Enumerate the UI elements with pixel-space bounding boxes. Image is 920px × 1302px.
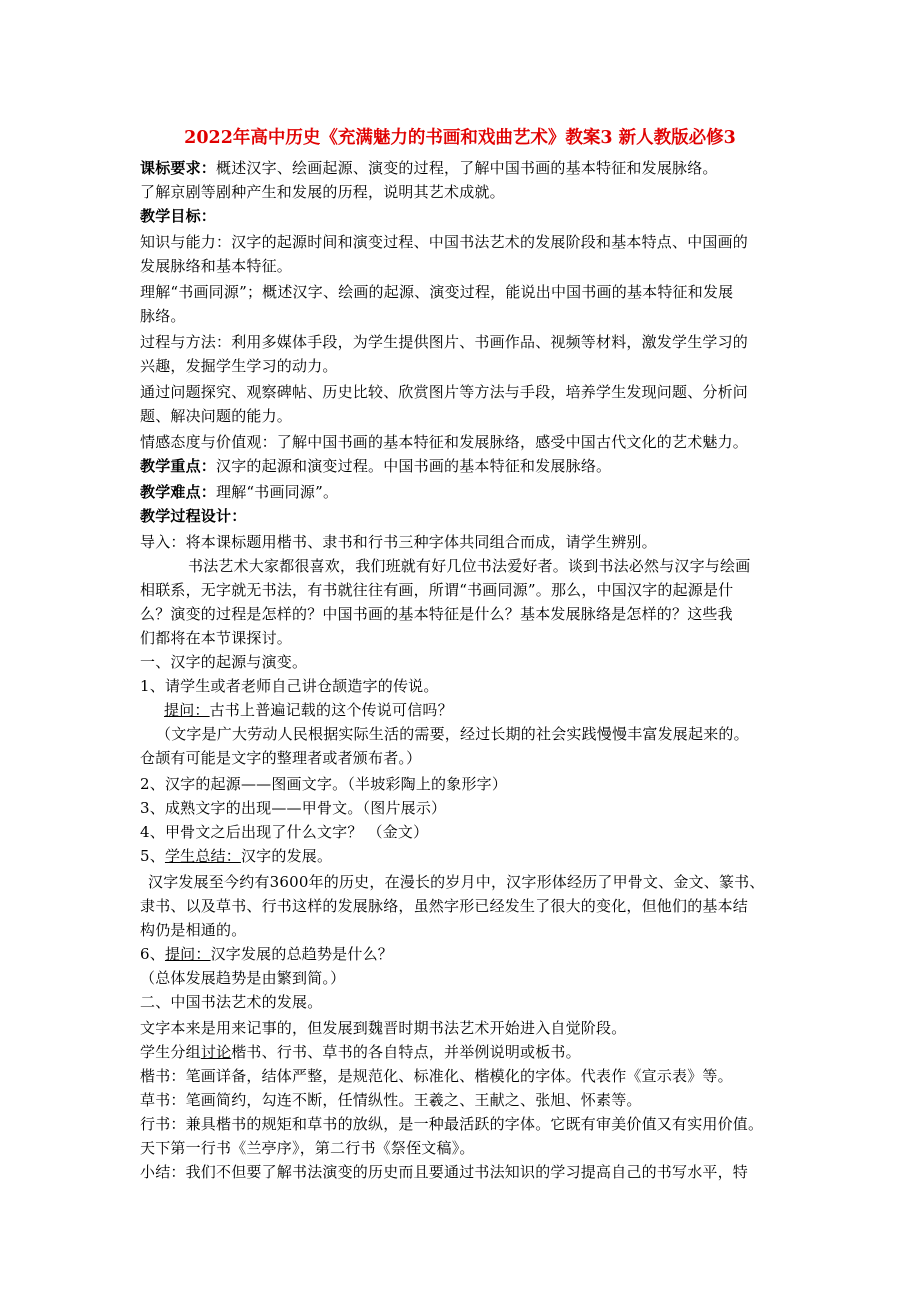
text-line: [140, 846, 332, 866]
text-line: [140, 628, 292, 648]
text-line: [140, 456, 611, 476]
text-line: [140, 992, 322, 1012]
line-text: 们都将在本节课探讨。: [140, 629, 293, 647]
line-text: 情感态度与价值观：了解中国书画的基本特征和发展脉络，感受中国古代文化的艺术魅力。: [140, 433, 749, 451]
line-prefix: 6、: [140, 945, 165, 963]
text-line: [140, 332, 748, 352]
text-line: [140, 798, 446, 818]
text-line: [140, 896, 748, 916]
text-line: [140, 432, 748, 452]
line-text: 理解“书画同源”；概述汉字、绘画的起源、演变过程，能说出中国书画的基本特征和发展: [140, 283, 734, 301]
line-text: 文字本来是用来记事的，但发展到魏晋时期书法艺术开始进入自觉阶段。: [140, 1019, 627, 1037]
line-text: 隶书、以及草书、行书这样的发展脉络，虽然字形已经发生了很大的变化，但他们的基本结: [140, 897, 749, 915]
line-prefix: 学生分组: [140, 1043, 201, 1061]
text-line: [140, 282, 733, 302]
text-line: [140, 206, 216, 226]
text-line: [148, 872, 765, 892]
line-text: 么？演变的过程是怎样的？中国书画的基本特征是什么？基本发展脉络是怎样的？这些我: [140, 605, 733, 623]
text-line: [140, 920, 246, 940]
text-line: [140, 232, 748, 252]
text-line: [140, 1042, 581, 1062]
underlined-label: 提问：: [164, 945, 211, 963]
line-text: 一、汉字的起源与演变。: [140, 653, 308, 671]
text-line: [140, 652, 307, 672]
text-line: [140, 182, 505, 202]
text-line: [140, 532, 657, 552]
underlined-label: 提问：: [164, 701, 210, 719]
line-text: 2、汉字的起源——图画文字。（半坡彩陶上的象形字）: [140, 775, 508, 793]
document-title: 2022年高中历史《充满魅力的书画和戏曲艺术》教案3 新人教版必修3: [184, 128, 736, 148]
line-text: 汉字的起源和演变过程。中国书画的基本特征和发展脉络。: [216, 457, 612, 475]
text-line: [140, 1114, 763, 1134]
bold-label: 教学过程设计：: [140, 507, 247, 525]
line-text: 4、甲骨文之后出现了什么文字？ （金文）: [140, 823, 429, 841]
underlined-label: 学生总结：: [164, 847, 241, 865]
line-text: 1、请学生或者老师自己讲仓颉造字的传说。: [140, 677, 439, 695]
text-line: [140, 506, 246, 526]
text-line: [140, 406, 292, 426]
line-text: 了解京剧等剧种产生和发展的历程，说明其艺术成就。: [140, 183, 505, 201]
line-text: 导入：将本课标题用楷书、隶书和行书三种字体共同组合而成，请学生辨别。: [140, 533, 657, 551]
bold-label: 课标要求：: [140, 159, 217, 177]
text-line: [140, 382, 748, 402]
text-line: [140, 580, 733, 600]
text-line: [140, 968, 345, 988]
line-text: 构仍是相通的。: [140, 921, 247, 939]
line-text: 题、解决问题的能力。: [140, 407, 293, 425]
text-line: [140, 604, 733, 624]
line-text: 草书：笔画简约，勾连不断，任情纵性。王羲之、王献之、张旭、怀素等。: [140, 1091, 642, 1109]
line-text: 楷书：笔画详备，结体严整，是规范化、标准化、楷模化的字体。代表作《宣示表》等。: [140, 1067, 733, 1085]
line-text: 楷书、行书、草书的各自特点，并举例说明或板书。: [231, 1043, 581, 1061]
text-line: [140, 482, 338, 502]
text-line: [188, 556, 750, 576]
line-text: 天下第一行书《兰亭序》，第二行书《祭侄文稿》。: [140, 1139, 475, 1157]
text-line: [140, 356, 338, 376]
line-text: 汉字的发展。: [240, 847, 333, 865]
line-text: （总体发展趋势是由繁到简。）: [140, 969, 346, 987]
text-line: [140, 944, 393, 964]
line-text: 相联系，无字就无书法，有书就往往有画，所谓“书画同源”。那么，中国汉字的起源是什: [140, 581, 734, 599]
text-line: [140, 256, 292, 276]
text-line: [140, 306, 186, 326]
line-text: 过程与方法：利用多媒体手段，为学生提供图片、书画作品、视频等材料，激发学生学习的: [140, 333, 749, 351]
text-line: [140, 822, 428, 842]
line-prefix: 5、: [140, 847, 165, 865]
text-line: [140, 774, 507, 794]
text-line: [140, 1090, 642, 1110]
line-text: 汉字发展的总趋势是什么？: [210, 945, 393, 963]
bold-label: 教学重点：: [140, 457, 217, 475]
text-line: [140, 1138, 475, 1158]
line-text: 概述汉字、绘画起源、演变的过程，了解中国书画的基本特征和发展脉络。: [216, 159, 718, 177]
line-text: 书法艺术大家都很喜欢，我们班就有好几位书法爱好者。谈到书法必然与汉字与绘画: [188, 557, 751, 575]
line-text: 古书上普遍记载的这个传说可信吗？: [209, 701, 453, 719]
line-text: 小结：我们不但要了解书法演变的历史而且要通过书法知识的学习提高自己的书写水平，特: [140, 1163, 749, 1181]
line-text: 仓颉有可能是文字的整理者或者颁布者。）: [140, 749, 422, 767]
line-text: 理解“书画同源”。: [216, 483, 339, 501]
text-line: [140, 1018, 626, 1038]
line-text: 汉字发展至今约有3600年的历史，在漫长的岁月中，汉字形体经历了甲骨文、金文、篆书、: [148, 873, 765, 891]
line-text: 兴趣，发掘学生学习的动力。: [140, 357, 338, 375]
text-line: [140, 676, 439, 696]
line-text: 行书：兼具楷书的规矩和草书的放纵，是一种最活跃的字体。它既有审美价值又有实用价值。: [140, 1115, 764, 1133]
line-text: （文字是广大劳动人民根据实际生活的需要，经过长期的社会实践慢慢丰富发展起来的。: [156, 725, 749, 743]
text-line: [140, 158, 718, 178]
line-text: 脉络。: [140, 307, 186, 325]
text-line: [140, 748, 421, 768]
text-line: [156, 724, 749, 744]
line-text: 二、中国书法艺术的发展。: [140, 993, 323, 1011]
underlined-label: 讨论: [200, 1043, 232, 1061]
text-line: [140, 1066, 733, 1086]
bold-label: 教学难点：: [140, 483, 217, 501]
line-text: 3、成熟文字的出现——甲骨文。（图片展示）: [140, 799, 447, 817]
text-line: [164, 700, 453, 720]
line-text: 通过问题探究、观察碑帖、历史比较、欣赏图片等方法与手段，培养学生发现问题、分析问: [140, 383, 749, 401]
text-line: [140, 1162, 748, 1182]
bold-label: 教学目标：: [140, 207, 217, 225]
line-text: 知识与能力：汉字的起源时间和演变过程、中国书法艺术的发展阶段和基本特点、中国画的: [140, 233, 749, 251]
line-text: 发展脉络和基本特征。: [140, 257, 293, 275]
